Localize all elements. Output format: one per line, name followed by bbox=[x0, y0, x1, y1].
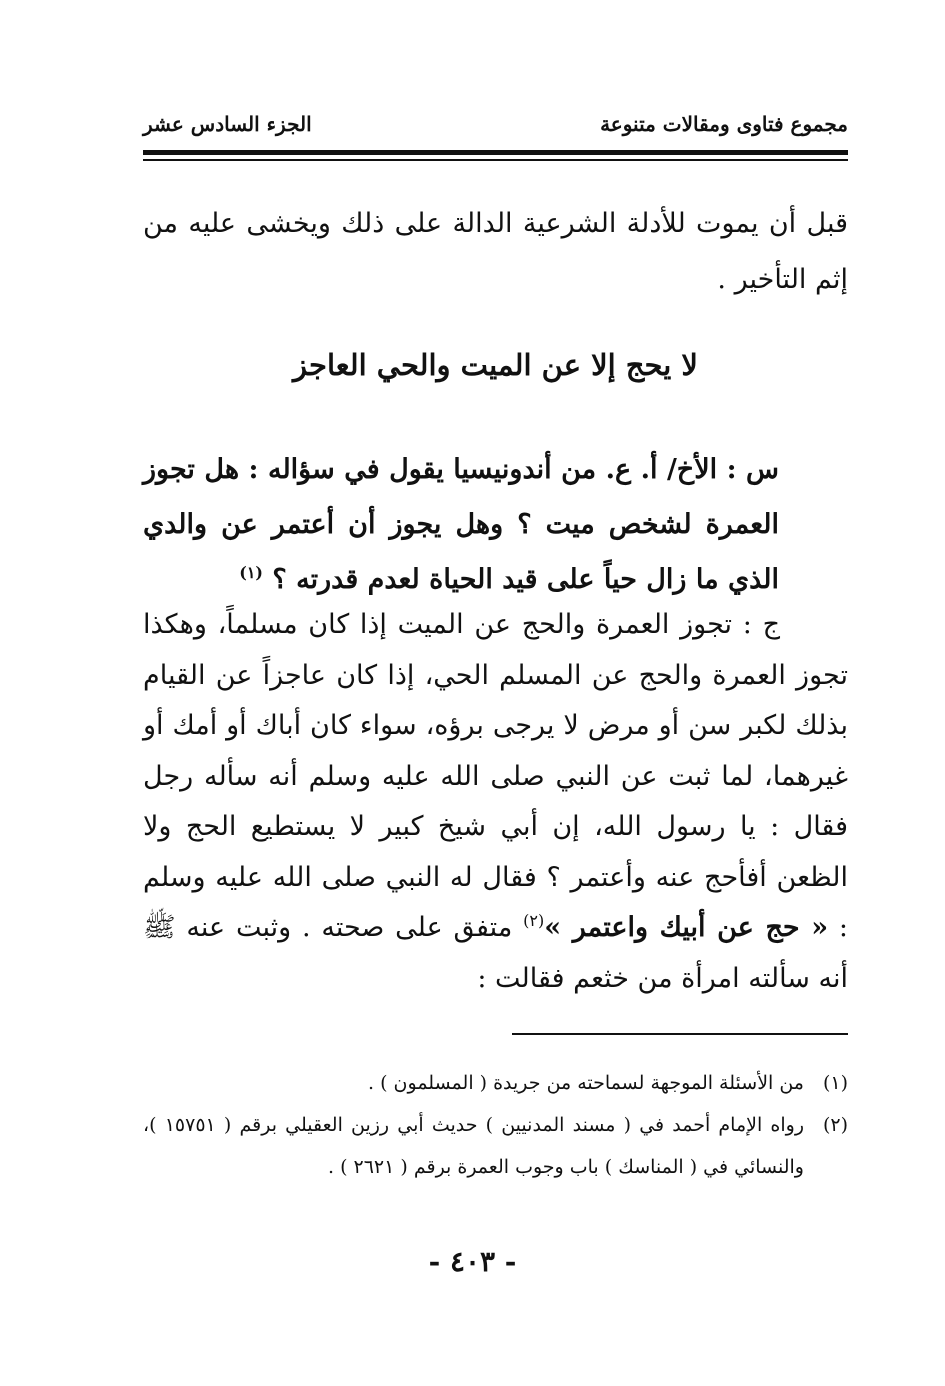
answer-text-part2: متفق على صحته . وثبت عنه ﷺ أنه سألته امرأة من خثعم فقالت : bbox=[143, 912, 848, 994]
footnote-ref-2: (٢) bbox=[523, 911, 545, 930]
page-number: - ٤٠٣ - bbox=[428, 1245, 517, 1278]
hadith-quote: « حج عن أبيك واعتمر » bbox=[544, 912, 829, 943]
running-header bbox=[143, 112, 848, 136]
intro-paragraph: قبل أن يموت للأدلة الشرعية الدالة على ذلك ويخشى عليه من إثم التأخير . bbox=[143, 208, 848, 295]
footnote-ref-1: (١) bbox=[239, 563, 263, 582]
header-rule-thick bbox=[143, 150, 848, 155]
footnote-separator bbox=[512, 1033, 848, 1035]
footnotes-list bbox=[143, 1062, 848, 1188]
question-paragraph bbox=[143, 442, 779, 607]
footnote-item bbox=[143, 1062, 848, 1104]
footnote-number: (١) bbox=[822, 1072, 848, 1094]
question-text: س : الأخ/ أ. ع. من أندونيسيا يقول في سؤاله : هل تجوز العمرة لشخص ميت ؟ وهل يجوز أن أعتمر عن والدي الذي ما زال حياً على قيد الحياة لعدم قدرته ؟ bbox=[143, 454, 779, 595]
answer-paragraph bbox=[143, 600, 848, 1004]
answer-text-part1: ج : تجوز العمرة والحج عن الميت إذا كان مسلماً، وهكذا تجوز العمرة والحج عن المسلم الحي، إذا كان عاجزاً عن القيام بذلك لكبر سن أو مرض لا يرجى برؤه، سواء كان أباك أو أمك أو غيرهما، لما ثبت عن النبي صلى الله عليه وسلم أنه سأله رجل فقال : يا رسول الله، إن أبي شيخ كبير لا يستطيع الحج ولا الظعن أفأحج عنه وأعتمر ؟ فقال له النبي صلى الله عليه وسلم : bbox=[143, 609, 848, 943]
volume-label: الجزء السادس عشر bbox=[143, 112, 312, 136]
footnote-text: رواه الإمام أحمد في ( مسند المدنيين ) حديث أبي رزين العقيلي برقم ( ١٥٧٥١ )، والنسائي في ( المناسك ) باب وجوب العمرة برقم ( ٢٦٢١ ) . bbox=[143, 1114, 804, 1178]
section-title: لا يحج إلا عن الميت والحي العاجز bbox=[293, 348, 698, 382]
footnote-text: من الأسئلة الموجهة لسماحته من جريدة ( المسلمون ) . bbox=[368, 1072, 804, 1094]
footnote-item bbox=[143, 1104, 848, 1188]
footnote-number: (٢) bbox=[822, 1114, 848, 1136]
header-rule-thin bbox=[143, 159, 848, 161]
book-title: مجموع فتاوى ومقالات متنوعة bbox=[600, 112, 848, 136]
